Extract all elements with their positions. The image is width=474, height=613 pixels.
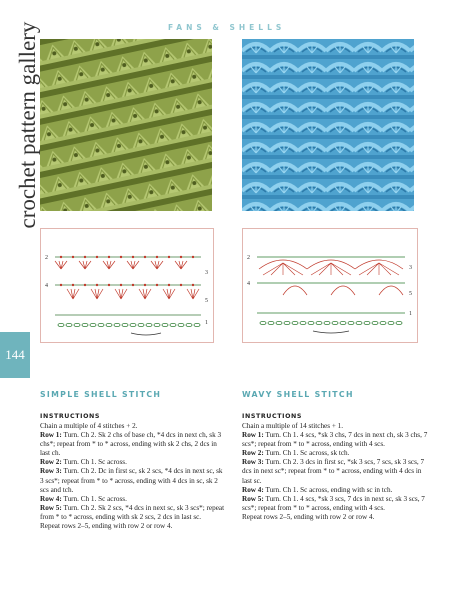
instruction-line: Row 5: Turn. Ch 2. Sk 2 scs, *4 dcs in next sc, sk 3 scs*; repeat from * to * across, ending with sk 2 scs, 2 dcs in last sc. bbox=[40, 503, 225, 521]
left-instructions-label: INSTRUCTIONS bbox=[40, 413, 101, 420]
left-stitch-title: SIMPLE SHELL STITCH bbox=[40, 390, 162, 399]
wavy-shell-swatch-photo bbox=[242, 39, 414, 211]
section-header: FANS & SHELLS bbox=[168, 23, 286, 32]
page-number: 144 bbox=[0, 332, 30, 378]
row-number-4: 4 bbox=[247, 281, 250, 287]
simple-shell-chart bbox=[40, 228, 214, 343]
instruction-line: Row 2: Turn. Ch 1. Sc across. bbox=[40, 458, 127, 467]
row-number-3: 3 bbox=[409, 265, 412, 271]
instruction-line: Row 1: Turn. Ch 2. Sk 2 chs of base ch, *4 dcs in next ch, sk 3 chs*; repeat from * to * across, ending with sk 2 chs, 2 dcs in last ch. bbox=[40, 431, 222, 458]
row-number-1: 1 bbox=[409, 311, 412, 317]
instruction-line: Repeat rows 2–5, ending with row 2 or row 4. bbox=[242, 512, 375, 521]
wavy-shell-chart bbox=[242, 228, 418, 343]
row-number-1: 1 bbox=[205, 320, 208, 326]
instruction-line: Row 4: Turn. Ch 1. Sc across, ending with sc in tch. bbox=[242, 485, 393, 494]
instruction-line: Row 2: Turn. Ch 1. Sc across, sk tch. bbox=[242, 449, 350, 458]
row-number-3: 3 bbox=[205, 270, 208, 276]
row-number-2: 2 bbox=[247, 255, 250, 261]
row-number-4: 4 bbox=[45, 283, 48, 289]
right-stitch-title: WAVY SHELL STITCH bbox=[242, 390, 354, 399]
instruction-line: Repeat rows 2–5, ending with row 2 or row 4. bbox=[40, 522, 173, 531]
instruction-line: Chain a multiple of 4 stitches + 2. bbox=[40, 422, 138, 430]
instruction-line: Row 3: Turn. Ch 2. 3 dcs in first sc, *sk 3 scs, 7 scs, sk 3 scs, 7 dcs in next sc*; repeat from * to * across, ending with 4 dcs in last sc. bbox=[242, 458, 425, 485]
left-instructions bbox=[40, 422, 226, 531]
simple-shell-swatch-photo bbox=[40, 39, 212, 211]
row-number-5: 5 bbox=[409, 291, 412, 297]
instruction-line: Chain a multiple of 14 stitches + 1. bbox=[242, 422, 344, 430]
instruction-line: Row 5: Turn. Ch 1. 4 scs, *sk 3 scs, 7 dcs in next sc, sk 3 scs, 7 scs*; repeat from * to * across, ending with 4 scs. bbox=[242, 494, 425, 512]
row-number-2: 2 bbox=[45, 255, 48, 261]
right-instructions bbox=[242, 422, 432, 522]
right-instructions-label: INSTRUCTIONS bbox=[242, 413, 303, 420]
instruction-line: Row 4: Turn. Ch 1. Sc across. bbox=[40, 494, 127, 503]
instruction-line: Row 1: Turn. Ch 1. 4 scs, *sk 3 chs, 7 dcs in next ch, sk 3 chs, 7 scs*; repeat from * to * across, ending with 4 scs. bbox=[242, 431, 428, 449]
row-number-5: 5 bbox=[205, 298, 208, 304]
instruction-line: Row 3: Turn. Ch 2. Dc in first sc, sk 2 scs, *4 dcs in next sc, sk 3 scs*; repeat from * to * across, ending with 4 dcs in sc, sk 2 scs and tch. bbox=[40, 467, 223, 494]
book-title: crochet pattern gallery bbox=[15, 21, 40, 229]
